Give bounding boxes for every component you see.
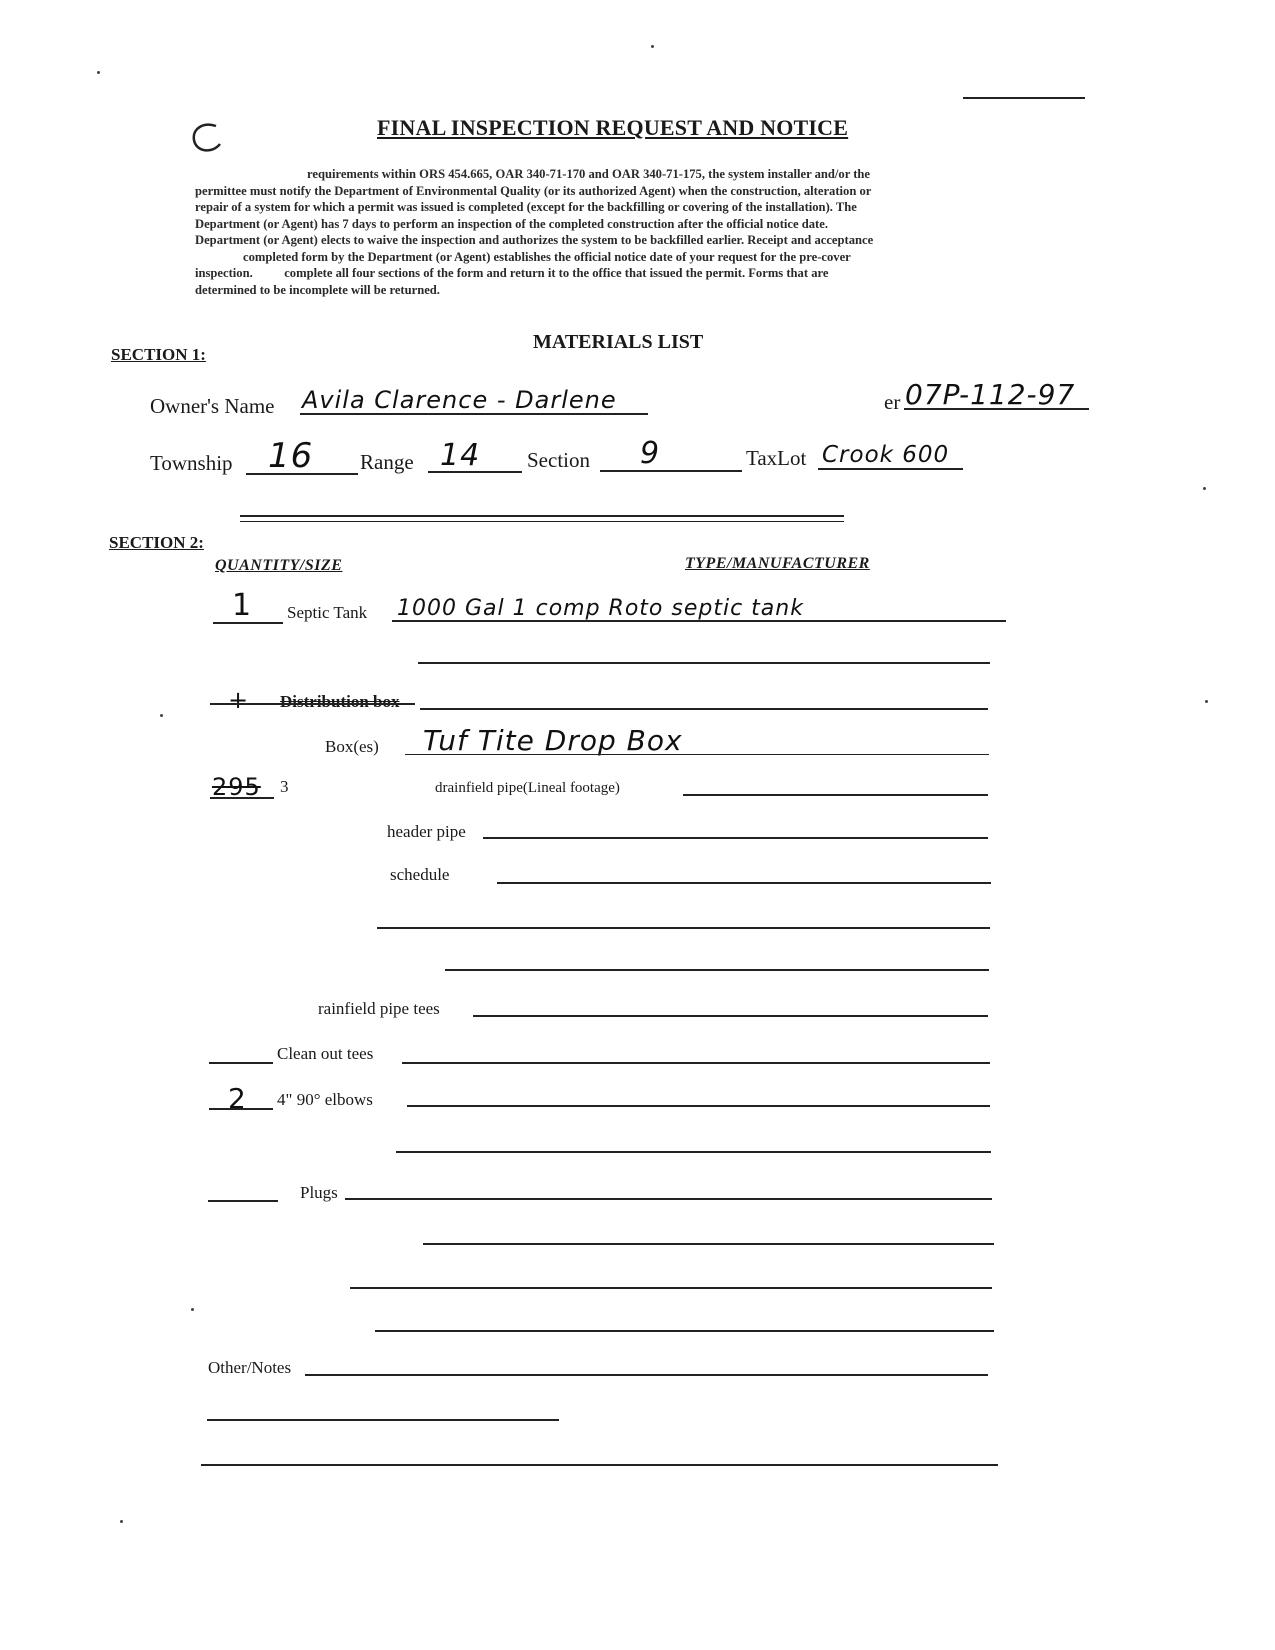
elbows-qty[interactable]: 2 — [228, 1082, 247, 1115]
clean-out-underline — [402, 1062, 990, 1064]
scan-speck — [97, 71, 100, 74]
intro-line: repair of a system for which a permit was issued is completed (except for the backfilling or covering of the installation). The — [195, 200, 857, 214]
document-title: FINAL INSPECTION REQUEST AND NOTICE — [377, 115, 849, 140]
owner-name-label: Owner's Name — [150, 394, 275, 418]
boxes-value[interactable]: Tuf Tite Drop Box — [423, 724, 683, 757]
blank-line — [445, 969, 989, 971]
range-underline — [428, 471, 522, 473]
notes-line — [201, 1464, 998, 1466]
scan-speck — [120, 1520, 123, 1523]
distribution-strike-line — [210, 703, 415, 705]
township-underline — [246, 473, 358, 475]
owner-name-value[interactable]: Avila Clarence - Darlene — [302, 386, 617, 414]
section2-heading: SECTION 2: — [109, 533, 204, 552]
plugs-qty-underline — [208, 1200, 278, 1202]
township-label: Township — [150, 451, 233, 475]
range-value[interactable]: 14 — [440, 438, 481, 473]
drainfield-qty-underline — [210, 797, 274, 799]
other-notes-underline — [305, 1374, 988, 1376]
drainfield-underline — [683, 794, 988, 796]
intro-line: Department (or Agent) elects to waive the inspection and authorizes the system to be backfilled earlier. Receipt and acceptance — [195, 233, 874, 247]
intro-line: permittee must notify the Department of Environmental Quality (or its authorized Agent) when the construction, alteration or — [195, 183, 872, 198]
elbows-qty-underline — [209, 1108, 273, 1110]
distribution-box-underline — [420, 708, 988, 710]
section-label: Section — [527, 448, 590, 472]
scan-speck — [1205, 700, 1208, 703]
clean-out-label: Clean out tees — [277, 1044, 374, 1063]
blank-line — [423, 1243, 994, 1245]
permit-underline — [904, 408, 1089, 410]
blank-line — [396, 1151, 991, 1153]
scan-speck — [160, 714, 163, 717]
drainfield-qty[interactable]: 295 — [212, 773, 261, 801]
type-manufacturer-header: TYPE/MANUFACTURER — [685, 555, 870, 572]
drainfield-tees-underline — [473, 1015, 988, 1017]
notes-line — [207, 1419, 559, 1421]
township-value[interactable]: 16 — [268, 436, 314, 476]
section1-heading: SECTION 1: — [111, 345, 206, 364]
scan-speck — [191, 1308, 194, 1311]
plugs-underline — [345, 1198, 992, 1200]
header-pipe-label: header pipe — [387, 822, 466, 841]
permit-number-value[interactable]: 07P-112-97 — [905, 378, 1076, 411]
intro-line: requirements within ORS 454.665, OAR 340-71-170 and OAR 340-71-175, the system installer and/or the — [307, 167, 870, 181]
blank-line — [350, 1287, 992, 1289]
taxlot-value[interactable]: Crook 600 — [822, 442, 950, 468]
intro-line: inspection. complete all four sections of the form and return it to the office that issued the permit. Forms that are — [195, 266, 829, 280]
septic-tank-underline — [392, 620, 1006, 622]
taxlot-underline — [818, 468, 963, 470]
blank-line — [375, 1330, 994, 1332]
drainfield-tees-label: rainfield pipe tees — [318, 999, 440, 1018]
materials-list-heading: MATERIALS LIST — [533, 331, 704, 353]
taxlot-label: TaxLot — [746, 446, 807, 470]
septic-tank-label: Septic Tank — [287, 603, 368, 622]
blank-line — [377, 927, 990, 929]
septic-tank-qty[interactable]: 1 — [232, 588, 253, 623]
scan-speck — [651, 45, 654, 48]
section1-divider-bottom — [240, 521, 844, 522]
permit-prefix: er — [884, 390, 901, 414]
intro-line: completed form by the Department (or Agent) establishes the official notice date of your request for the pre-cover — [243, 249, 851, 264]
intro-line: determined to be incomplete will be returned. — [195, 282, 440, 297]
section1-divider-top — [240, 515, 844, 517]
boxes-underline — [405, 754, 989, 755]
elbows-label: 4" 90° elbows — [277, 1090, 373, 1109]
intro-line: Department (or Agent) has 7 days to perform an inspection of the completed construction after the official notice date. — [195, 216, 828, 231]
plugs-label: Plugs — [300, 1183, 338, 1202]
distribution-box-qty[interactable]: + — [228, 686, 250, 714]
scan-speck — [1203, 487, 1206, 490]
septic-extra-line — [418, 662, 990, 664]
circle-mark-icon — [186, 118, 228, 160]
range-label: Range — [360, 450, 414, 474]
section-value[interactable]: 9 — [640, 436, 661, 471]
other-notes-label: Other/Notes — [208, 1358, 292, 1377]
drainfield-label: drainfield pipe(Lineal footage) — [435, 780, 620, 796]
schedule-underline — [497, 882, 991, 884]
intro-paragraph — [195, 166, 1063, 298]
owner-name-underline — [300, 413, 648, 415]
quantity-size-header: QUANTITY/SIZE — [215, 557, 343, 574]
clean-out-qty-underline — [209, 1062, 273, 1064]
section-underline — [600, 470, 742, 472]
top-right-line — [963, 97, 1085, 99]
septic-qty-underline — [213, 622, 283, 624]
boxes-label: Box(es) — [325, 737, 379, 756]
drainfield-qty-suffix: 3 — [280, 777, 289, 796]
septic-tank-value[interactable]: 1000 Gal 1 comp Roto septic tank — [397, 596, 804, 621]
schedule-label: schedule — [390, 865, 450, 884]
elbows-underline — [407, 1105, 990, 1107]
distribution-box-label: Distribution box — [280, 692, 400, 711]
header-pipe-underline — [483, 837, 988, 839]
